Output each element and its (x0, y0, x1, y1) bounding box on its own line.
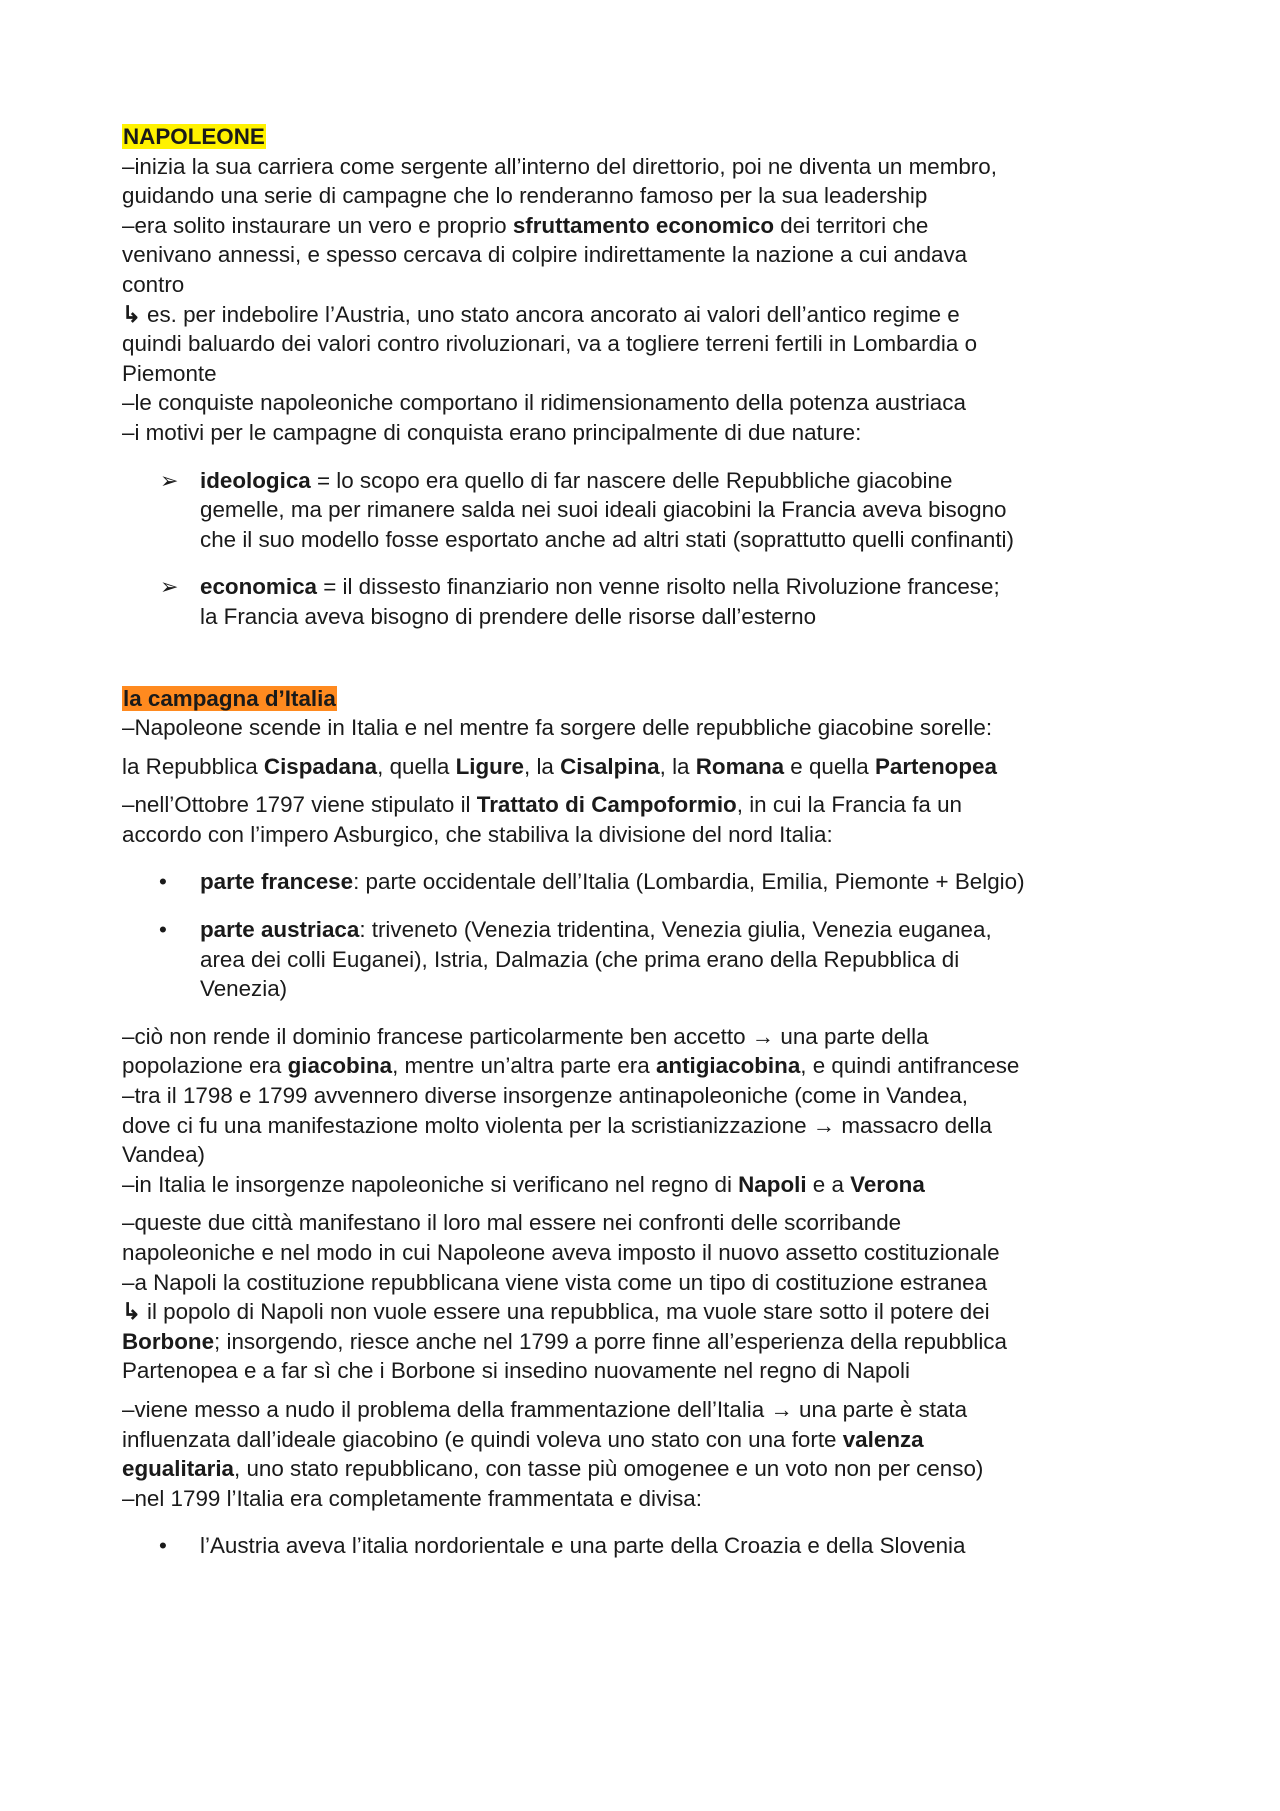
text: : parte occidentale dell’Italia (Lombardia, Emilia, Piemonte + Belgio) (353, 869, 1025, 895)
list-item-economica (122, 572, 1172, 631)
text: = il dissesto finanziario non venne risolto nella Rivoluzione francese; (316, 574, 1000, 600)
paragraph-line (122, 1081, 1172, 1111)
bold-term: economica (200, 574, 317, 600)
text: , la (524, 753, 561, 779)
dot-bullet-icon: • (159, 917, 167, 943)
text: Piemonte (122, 360, 217, 386)
text: –nel 1799 l’Italia era completamente frammentata e divisa: (122, 1485, 702, 1511)
bold-term: Borbone (122, 1328, 215, 1354)
text: –tra il 1798 e 1799 avvennero diverse insorgenze antinapoleoniche (come in Vandea, (122, 1083, 969, 1109)
paragraph-line (122, 152, 1172, 182)
text: es. per indebolire l’Austria, uno stato ancora ancorato ai valori dell’antico regime e (140, 301, 960, 327)
text: accordo con l’impero Asburgico, che stabiliva la divisione del nord Italia: (122, 821, 833, 847)
text: e a (806, 1171, 851, 1197)
bold-term: parte francese (200, 869, 354, 895)
text: che il suo modello fosse esportato anche ad altri stati (soprattutto quelli confinanti) (200, 526, 1014, 552)
paragraph-line (122, 1051, 1172, 1081)
text: venivano annessi, e spesso cercava di colpire indirettamente la nazione a cui andava (122, 242, 968, 268)
text: quindi baluardo dei valori contro rivoluzionari, va a togliere terreni fertili in Lombardia o (122, 331, 978, 357)
paragraph-line (122, 359, 1172, 389)
text: : triveneto (Venezia tridentina, Venezia giulia, Venezia euganea, (359, 917, 992, 943)
bold-term: valenza (842, 1426, 924, 1452)
text: –queste due città manifestano il loro mal essere nei confronti delle scorribande (122, 1210, 902, 1236)
text: il popolo di Napoli non vuole essere una repubblica, ma vuole stare sotto il potere dei (140, 1299, 990, 1325)
paragraph-line (122, 1327, 1172, 1357)
text: –ciò non rende il dominio francese particolarmente ben accetto → una parte della (122, 1023, 929, 1049)
bold-term: Verona (850, 1171, 925, 1197)
bold-term: Partenopea (874, 753, 997, 779)
paragraph-line (122, 1297, 1172, 1327)
paragraph-line (122, 1268, 1172, 1298)
hook-arrow-icon: ↳ (122, 301, 141, 327)
bold-term: sfruttamento economico (512, 212, 775, 238)
bold-term: giacobina (287, 1053, 393, 1079)
text: , mentre un’altra parte era (392, 1053, 656, 1079)
text: contro (122, 271, 185, 297)
text: , in cui la Francia fa un (736, 792, 963, 818)
text: = lo scopo era quello di far nascere delle Repubbliche giacobine (310, 467, 953, 493)
text: Venezia) (200, 976, 288, 1002)
list-item-ideologica (122, 466, 1172, 555)
heading-campagna-italia (122, 684, 1172, 714)
paragraph-line (122, 270, 1172, 300)
arrow-bullet-icon: ➢ (160, 467, 179, 493)
bold-term: egualitaria (122, 1456, 234, 1482)
paragraph-line (122, 820, 1172, 850)
list-item-austria (122, 1531, 1172, 1561)
paragraph-line (122, 181, 1172, 211)
text: –i motivi per le campagne di conquista erano principalmente di due nature: (122, 419, 862, 445)
paragraph-line (122, 790, 1172, 820)
paragraph-line (122, 1238, 1172, 1268)
paragraph-line (122, 1356, 1172, 1386)
dot-bullet-icon: • (159, 869, 167, 895)
bold-term: Trattato di Campoformio (476, 792, 737, 818)
paragraph-line (122, 1454, 1172, 1484)
paragraph-line (122, 240, 1172, 270)
text: la Repubblica (122, 753, 264, 779)
text: , la (659, 753, 696, 779)
hook-arrow-icon: ↳ (122, 1299, 141, 1325)
paragraph-line (122, 1208, 1172, 1238)
text: –Napoleone scende in Italia e nel mentre fa sorgere delle repubbliche giacobine sorelle: (122, 715, 993, 741)
bold-term: Cisalpina (560, 753, 660, 779)
bold-term: Cispadana (263, 753, 378, 779)
text: Vandea) (122, 1142, 205, 1168)
paragraph-line (122, 1022, 1172, 1052)
bold-term: Ligure (455, 753, 524, 779)
text: la Francia aveva bisogno di prendere delle risorse dall’esterno (200, 603, 817, 629)
section-title-napoleone: NAPOLEONE (123, 124, 265, 149)
bold-term: ideologica (200, 467, 311, 493)
document-page (122, 122, 1172, 1561)
text: –in Italia le insorgenze napoleoniche si verificano nel regno di (122, 1171, 739, 1197)
text: –nell’Ottobre 1797 viene stipulato il (122, 792, 477, 818)
paragraph-line (122, 418, 1172, 448)
paragraph-line (122, 329, 1172, 359)
paragraph-line (122, 752, 1172, 782)
text: –le conquiste napoleoniche comportano il ridimensionamento della potenza austriaca (122, 390, 966, 416)
text: area dei colli Euganei), Istria, Dalmazia (che prima erano della Repubblica di (200, 946, 960, 972)
paragraph-line (122, 1484, 1172, 1514)
text: ; insorgendo, riesce anche nel 1799 a porre finne all’esperienza della repubblica (214, 1328, 1007, 1354)
paragraph-line (122, 713, 1172, 743)
list-item-parte-francese (122, 867, 1172, 897)
text: Partenopea e a far sì che i Borbone si insedino nuovamente nel regno di Napoli (122, 1358, 910, 1384)
paragraph-line (122, 1425, 1172, 1455)
paragraph-line (122, 1111, 1172, 1141)
list-item-parte-austriaca (122, 915, 1172, 1004)
paragraph-line (122, 211, 1172, 241)
text: napoleoniche e nel modo in cui Napoleone aveva imposto il nuovo assetto costituzionale (122, 1240, 1000, 1265)
section-title-campagna: la campagna d’Italia (123, 685, 336, 711)
text: e quella (784, 753, 875, 779)
paragraph-line (122, 1395, 1172, 1425)
text: –a Napoli la costituzione repubblicana viene vista come un tipo di costituzione estranea (122, 1269, 988, 1295)
text: , quella (377, 753, 456, 779)
paragraph-line (122, 300, 1172, 330)
text: dove ci fu una manifestazione molto violenta per la scristianizzazione → massacro della (122, 1112, 992, 1138)
text: l’Austria aveva l’italia nordorientale e una parte della Croazia e della Slovenia (200, 1533, 966, 1559)
dot-bullet-icon: • (159, 1533, 167, 1559)
text: influenzata dall’ideale giacobino (e quindi voleva uno stato con una forte (122, 1426, 843, 1452)
text: , uno stato repubblicano, con tasse più omogenee e un voto non per censo) (234, 1456, 984, 1482)
text: –era solito instaurare un vero e proprio (122, 212, 513, 238)
text: –viene messo a nudo il problema della frammentazione dell’Italia → una parte è stata (122, 1396, 968, 1422)
paragraph-line (122, 388, 1172, 418)
text: gemelle, ma per rimanere salda nei suoi ideali giacobini la Francia aveva bisogno (200, 497, 1007, 523)
arrow-bullet-icon: ➢ (160, 574, 179, 600)
heading-napoleone (122, 122, 1172, 152)
paragraph-line (122, 1140, 1172, 1170)
text: dei territori che (774, 212, 929, 238)
paragraph-line (122, 1170, 1172, 1200)
bold-term: Romana (695, 753, 785, 779)
bold-term: Napoli (738, 1171, 807, 1197)
text: popolazione era (122, 1053, 288, 1079)
text: guidando una serie di campagne che lo renderanno famoso per la sua leadership (122, 183, 928, 209)
bold-term: parte austriaca (200, 917, 360, 943)
text: , e quindi antifrancese (800, 1053, 1020, 1079)
bold-term: antigiacobina (655, 1053, 801, 1079)
text: –inizia la sua carriera come sergente all’interno del direttorio, poi ne diventa un membro, (122, 153, 997, 179)
